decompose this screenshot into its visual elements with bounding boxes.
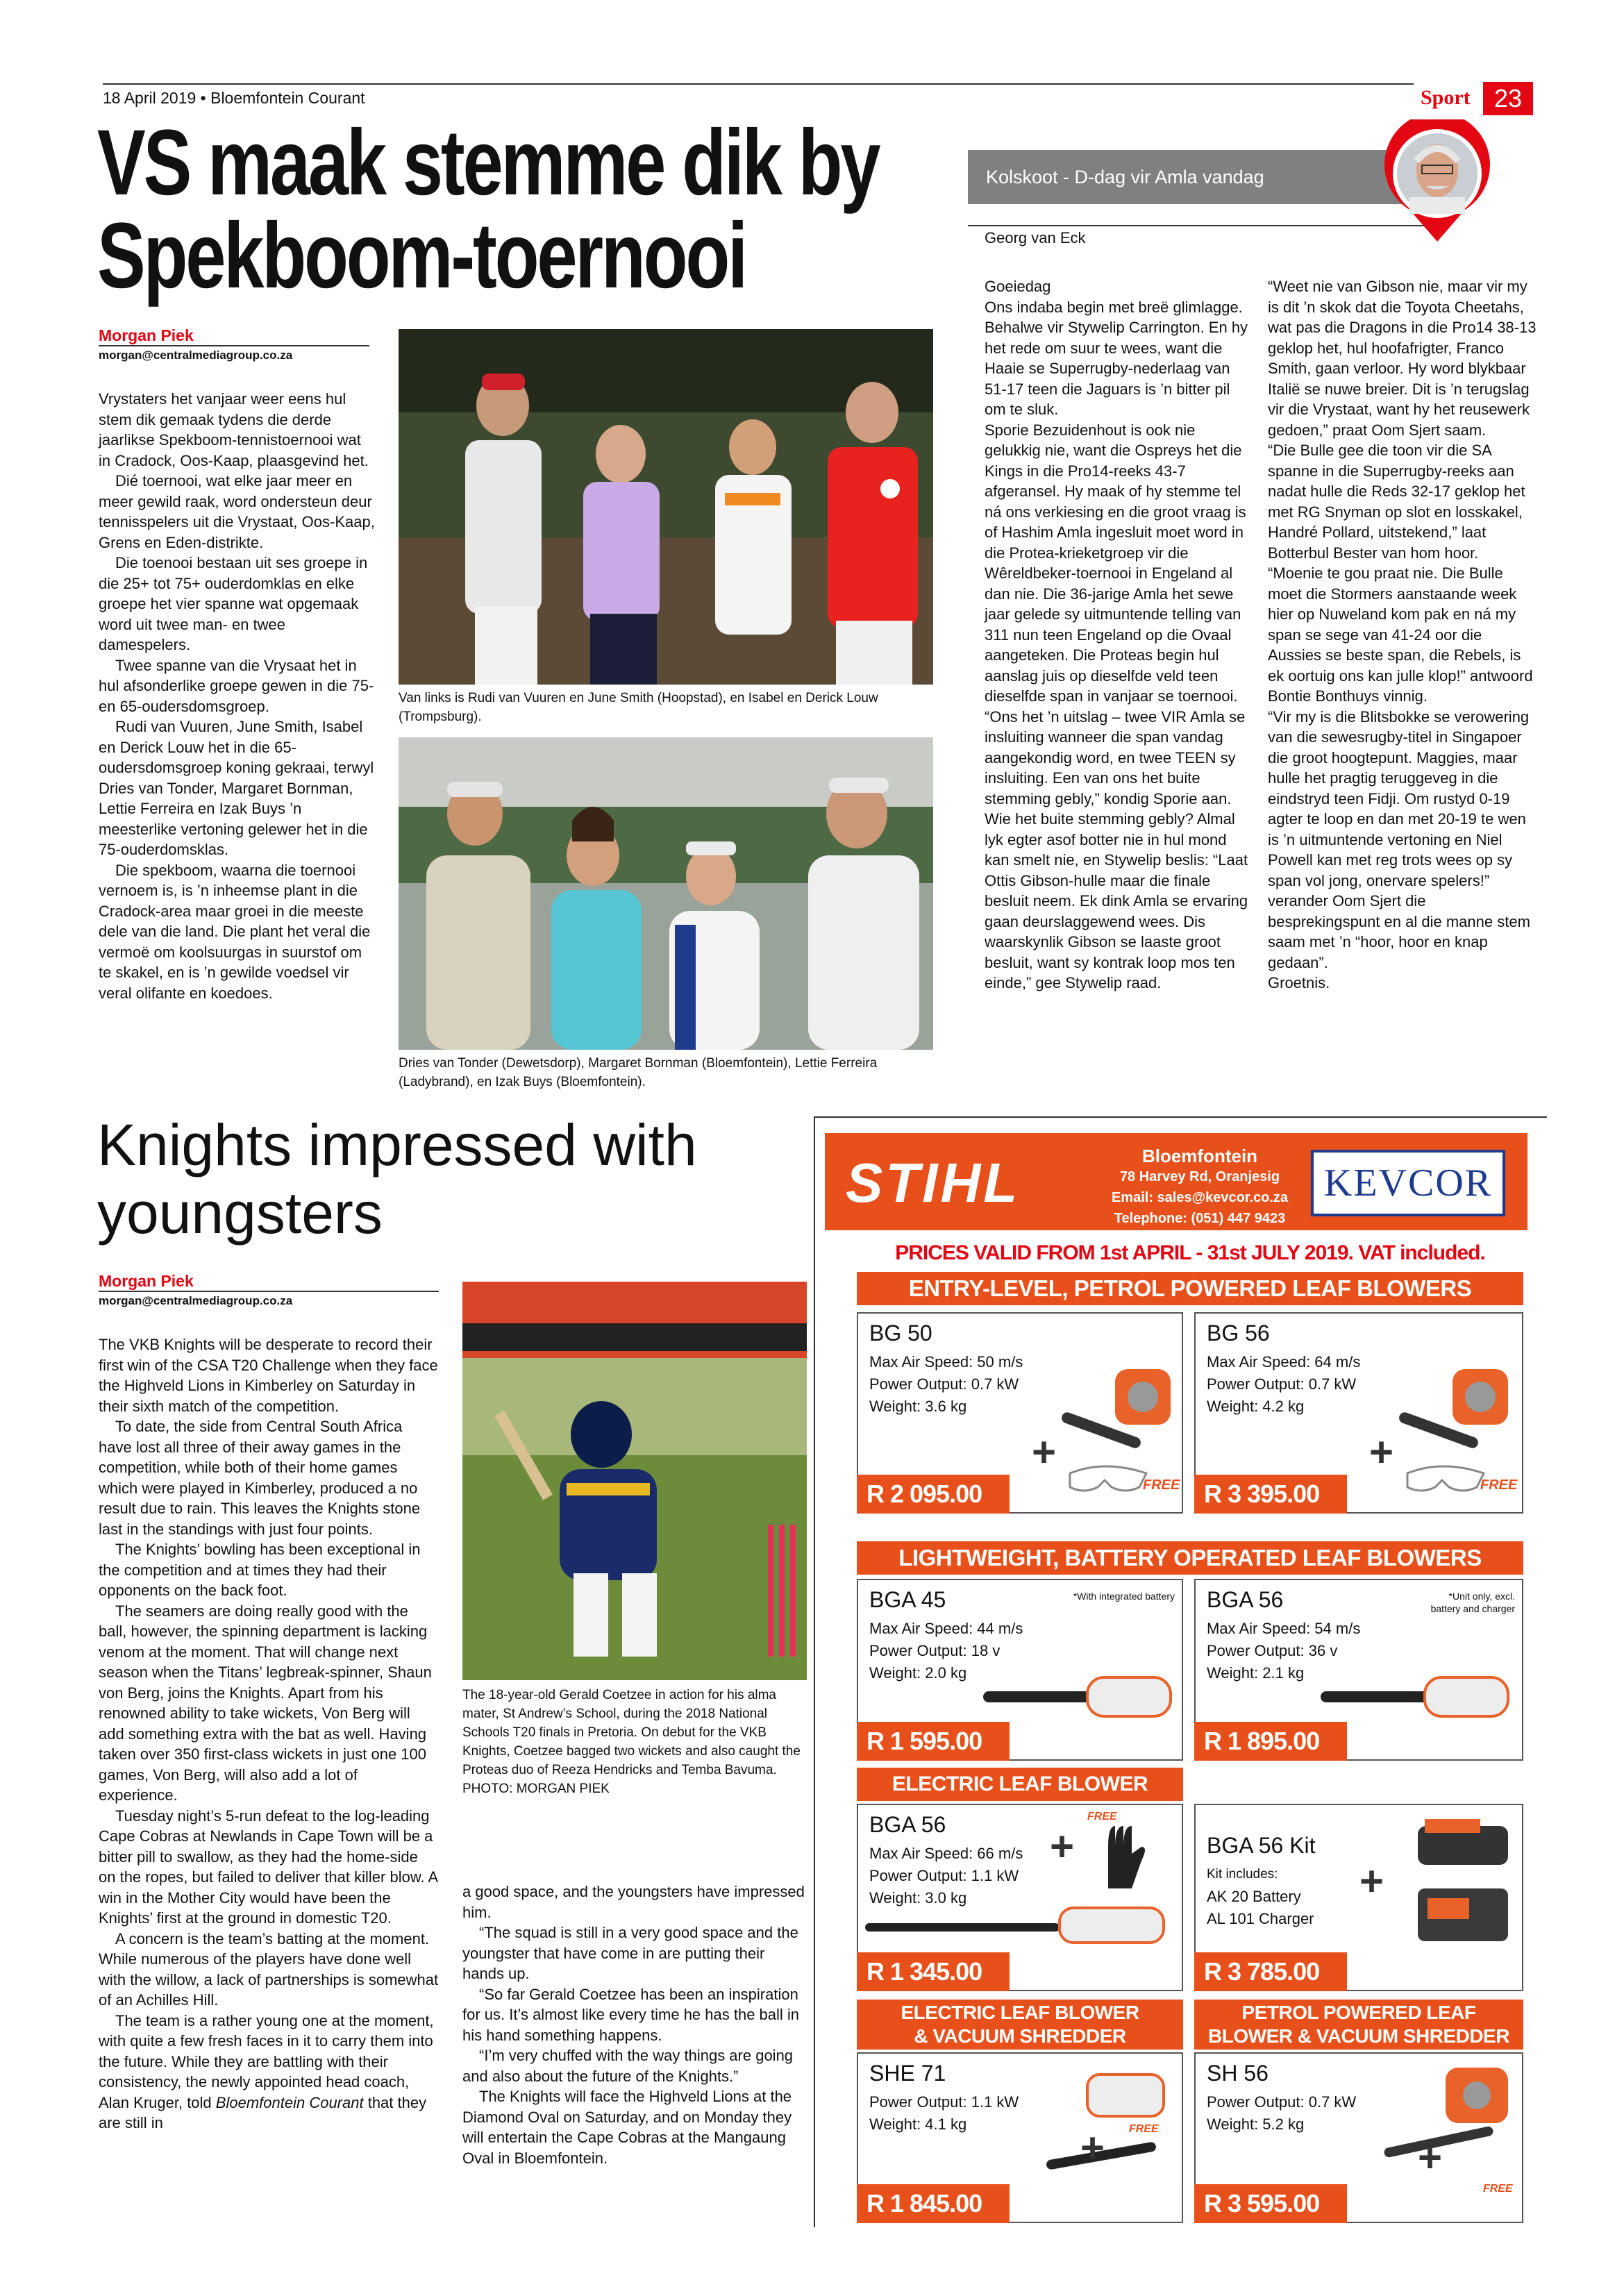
article1-email: morgan@centralmediagroup.co.za	[99, 349, 293, 362]
price-bg56: R 3 395.00	[1194, 1475, 1347, 1514]
bga45-blower-icon	[983, 1670, 1178, 1726]
free-label: FREE	[1483, 2183, 1513, 2195]
safety-glasses-icon	[1066, 1459, 1150, 1494]
article2-headline: Knights impressed with youngsters	[97, 1112, 697, 1246]
product-bga45: BGA 45 *With integrated battery Max Air Speed: 44 m/s Power Output: 18 v Weight: 2.0 kg R 1 595.00	[857, 1579, 1183, 1761]
price-validity: PRICES VALID FROM 1st APRIL - 31st JULY 2019. VAT included.	[895, 1241, 1485, 1264]
tennis-photo-2-caption: Dries van Tonder (Dewetsdorp), Margaret Bornman (Bloemfontein), Lettie Ferreira (Ladybrand), en Izak Buys (Bloemfontein).	[399, 1056, 878, 1089]
battery-charger-icon	[1404, 1819, 1515, 1944]
price-she71: R 1 845.00	[857, 2184, 1010, 2223]
column-text-right: “Weet nie van Gibson nie, maar vir my is dit ’n skok dat die Toyota Cheetahs, wat pas die Dragons in die Pro14 38-13 geklop het, hul hoofafrigter, Franco Smith, gaan verloor. Hy word blykbaar Italië se nuwe breier. Dit is ’n terugslag vir die Vrystaat, want hy het reusewerk gedoen,” praat Oom Sjert saam. “Die Bulle gee die toon vir die SA spanne in die Superrugby-reeks aan nadat hulle die Reds 32-17 geklop het met RG Snyman op slot en losskakel, Handré Pollard, uitstekend,” laat Botterbul Bester van hom hoor. “Moenie te gou praat nie. Die Bulle moet die Stormers aanstaande week hier op Nuweland kom pak en ná my span se sege van 41-24 oor die Aussies se beste span, die Rebels, is ek oortuig ons kan julle klop!” antwoord Bontie Bonthuys vinnig. “Vir my is die Blitsbokke se verowering van die sewesrugby-titel in Singapoer die groot hoogtepunt. Maggies, maar hulle het pragtig teruggeveg in die eindstryd teen Fidji. Om rustyd 0-19 agter te loop en dan met 20-19 te wen is ’n uitmuntende vertoning en Niel Powell kan met reg trots wees op sy span vol jong, onervare spelers!” verander Oom Sjert die besprekingspunt en al die manne stem saam met ’n “hoor, hoor en knap gedaan”. Groetnis.	[1268, 278, 1537, 991]
column-author: Georg van Eck	[985, 229, 1086, 246]
free-label: FREE	[1129, 2123, 1159, 2135]
free-label: FREE	[1480, 1477, 1518, 1493]
article1-body: Vrystaters het vanjaar weer eens hul stem dik gemaak tydens die derde jaarlikse Spekboom-tennistoernooi wat in Cradock, Oos-Kaap, plaasgevind het. Dié toernooi, wat elke jaar meer en meer gewild raak, word ondersteun deur tennisspelers uit die Vrystaat, Oos-Kaap, Grens en Eden-distrikte. Die toenooi bestaan uit ses groepe in die 25+ tot 75+ ouderdomklas en elke groepe het vier spanne wat opgemaak word uit twee man- en twee damespelers. Twee spanne van die Vrysaat het in hul afsonderlike groepe gewen in die 75- en 65-oudersdomsgroep. Rudi van Vuuren, June Smith, Isabel en Derick Louw het in die 65-oudersdomsgroep koning gekraai, terwyl Dries van Tonder, Margaret Bornman, Lettie Ferreira en Izak Buys ’n meesterlike vertoning gelewer het in die 75-ouderdomsklas. Die spekboom, waarna die toernooi vernoem is, is ’n inheemse plant in die Cradock-area maar groei in die meeste dele van die land. Die plant het veral die vermoë om koolsuurgas in suurstof om te skakel, en is ’n gewilde voedsel vir veral olifante en koedoes.	[99, 390, 375, 1002]
columnist-avatar-icon	[1382, 119, 1493, 244]
stihl-kevcor-advert	[814, 1116, 1547, 2227]
product-bga56-kit: BGA 56 Kit Kit includes: AK 20 Battery AL 101 Charger + R 3 785.00	[1194, 1804, 1523, 1991]
gloves-icon	[1094, 1819, 1157, 1888]
stihl-logo: STIHL	[846, 1152, 1021, 1214]
price-bg50: R 2 095.00	[857, 1475, 1010, 1514]
price-bga56: R 1 895.00	[1194, 1722, 1347, 1761]
section-petrol-blowers: ENTRY-LEVEL, PETROL POWERED LEAF BLOWERS	[857, 1272, 1523, 1305]
product-sh56: SH 56 Power Output: 0.7 kW Weight: 5.2 kg + FREE R 3 595.00	[1194, 2052, 1523, 2223]
free-label: FREE	[1087, 1811, 1117, 1822]
columnist-avatar	[1382, 119, 1493, 244]
section-battery-blowers: LIGHTWEIGHT, BATTERY OPERATED LEAF BLOWERS	[857, 1541, 1523, 1575]
section-petrol-shredder: PETROL POWERED LEAF BLOWER & VACUUM SHREDDER	[1194, 2000, 1523, 2050]
article2-body-left: The VKB Knights will be desperate to record their first win of the CSA T20 Challenge when they face the Highveld Lions in Kimberley on Saturday in their sixth match of the competition. To date, the side from Central South Africa have lost all three of their away games in the competition, while both of their home games which were played in Kimberley, produced a no result due to rain. This leaves the Knights stone last in the standings with just four points. The Knights’ bowling has been exceptional in the competition and at times they had their opponents on the back foot. The seamers are doing really good with the ball, however, the spinning department is lacking venom at the moment. That will change next season when the Titans’ legbreak-spinner, Shaun von Berg, joins the Knights. Apart from his renowned ability to take wickets, Von Berg will add something extra with the bat as well. Having taken over 350 first-class wickets in just one 100 games, Von Berg, will also add a lot of experience. Tuesday night’s 5-run defeat to the log-leading Cape Cobras at Newlands in Cape Town will be a bitter pill to swallow, as they had the home-side on the ropes, but failed to deliver that killer blow. A win in the Mother City would have been the Knights’ first at the ground in domestic T20. A concern is the team’s batting at the moment. While numerous of the players have done well with the willow, a lack of partnerships is somewhat of an Achilles Hill. The team is a rather young one at the moment, with quite a few fresh faces in it to carry them into the future. While they are battling with their consistency, the newly appointed head coach, Alan Kruger, told Bloemfontein Courant that they are still in	[99, 1336, 439, 2131]
column-rule	[968, 225, 1426, 226]
issue-date-paper: 18 April 2019 • Bloemfontein Courant	[103, 89, 365, 107]
cricket-photo-image	[462, 1282, 807, 1680]
safety-glasses-icon	[1404, 1459, 1487, 1494]
article2-author: Morgan Piek	[99, 1272, 194, 1290]
tennis-photo-2	[399, 737, 933, 1050]
ad-header	[825, 1133, 1527, 1230]
product-she71: SHE 71 Power Output: 1.1 kW Weight: 4.1 kg + FREE R 1 845.00	[857, 2052, 1183, 2223]
price-bga45: R 1 595.00	[857, 1722, 1010, 1761]
plus-icon: +	[1359, 1858, 1384, 1904]
plus-icon: +	[1080, 2125, 1105, 2171]
product-bg56: BG 56 Max Air Speed: 64 m/s Power Output: 0.7 kW Weight: 4.2 kg + FREE R 3 395.00	[1194, 1312, 1523, 1514]
product-bga56: BGA 56 *Unit only, excl. battery and charger Max Air Speed: 54 m/s Power Output: 36 v Weight: 2.1 kg R 1 895.00	[1194, 1579, 1523, 1761]
product-bg50: BG 50 Max Air Speed: 50 m/s Power Output: 0.7 kW Weight: 3.6 kg + FREE R 2 095.00	[857, 1312, 1183, 1514]
electric-blower-icon	[865, 1902, 1178, 1951]
plus-icon: +	[1050, 1823, 1075, 1870]
tennis-photo-1	[399, 329, 933, 685]
header-rule	[103, 83, 1414, 85]
dealer-contact: Bloemfontein 78 Harvey Rd, Oranjesig Email: sales@kevcor.co.za Telephone: (051) 447 9423	[1111, 1146, 1289, 1226]
tennis-photo-1-caption: Van links is Rudi van Vuuren en June Smith (Hoopstad), en Isabel en Derick Louw (Trompsburg).	[399, 691, 878, 724]
article2-email: morgan@centralmediagroup.co.za	[99, 1294, 293, 1307]
page-number: 23	[1483, 82, 1533, 115]
tennis-photo-2-image	[399, 737, 933, 1050]
column-title-bar: Kolskoot - D-dag vir Amla vandag	[968, 150, 1426, 204]
section-electric-blower: ELECTRIC LEAF BLOWER	[857, 1768, 1183, 1801]
plus-icon: +	[1032, 1429, 1057, 1475]
article2-body-right: a good space, and the youngsters have impressed him. “The squad is still in a very good space and the youngster that have come in are putting their hands up. “So far Gerald Coetzee has been an inspiration for us. It’s almost like every time he has the ball in his hand something happens. “I’m very chuffed with the way things are going and also about the future of the Knights.” The Knights will face the Highveld Lions at the Diamond Oval on Saturday, and on Monday they will entertain the Cape Cobras at the Mangaung Oval in Bloemfontein.	[462, 1883, 805, 2167]
product-electric-bga56: BGA 56 Max Air Speed: 66 m/s Power Output: 1.1 kW Weight: 3.0 kg + FREE R 1 345.00	[857, 1804, 1183, 1991]
free-label: FREE	[1143, 1477, 1180, 1493]
section-electric-shredder: ELECTRIC LEAF BLOWER & VACUUM SHREDDER	[857, 2000, 1183, 2050]
column-text-left: Goeiedag Ons indaba begin met breë glimlagge. Behalwe vir Stywelip Carrington. En hy het rede om suur te wees, want die Haaie se Superrugby-nederlaag van 51-17 teen die Jaguars is ’n bitter pil om te sluk. Sporie Bezuidenhout is ook nie gelukkig nie, want die Ospreys het die Kings in die Pro14-reeks 43-7 afgeransel. Hy maak of hy stemme tel ná ons verkiesing en die groot vraag is of Hashim Amla ingesluit moet word in die Protea-krieketgroep vir die Wêreldbeker-toernooi in Engeland al dan nie. Die 36-jarige Amla het sewe jaar gelede sy uitmuntende telling van 311 nun teen Engeland op die Ovaal aangeteken. Die Proteas begin hul aanslag juis op dieselfde veld teen dieselfde span in vanjaar se toernooi. “Ons het ’n uitslag – twee VIR Amla se insluiting wanneer die span vandag aangekondig word, en twee TEEN sy insluiting. Een van ons het buite stemming gebly,” kondig Sporie aan. Wie het buite stemming gebly? Almal lyk egter asof botter nie in hul mond kan smelt nie, en Stywelip beslis: “Laat Ottis Gibson-hulle maar die finale besluit neem. Ek dink Amla se ervaring gaan deurslaggewend wees. Dis waarskynlik Gibson se laaste groot besluit, want sy kontrak loop mos ten einde,” gee Stywelip raad.	[985, 278, 1248, 991]
she71-shredder-icon	[1046, 2061, 1178, 2179]
price-bga56-kit: R 3 785.00	[1194, 1952, 1347, 1991]
article1-byline-rule	[99, 345, 369, 346]
plus-icon: +	[1369, 1429, 1394, 1475]
bga56-blower-icon	[1321, 1670, 1515, 1726]
tennis-photo-1-image	[399, 329, 933, 685]
article1-headline: VS maak stemme dik by Spekboom-toernooi	[97, 111, 879, 308]
sh56-shredder-icon	[1383, 2061, 1515, 2179]
price-sh56: R 3 595.00	[1194, 2184, 1347, 2223]
cricket-photo-caption: The 18-year-old Gerald Coetzee in action for his alma mater, St Andrew’s School, during the 2018 National Schools T20 finals in Pretoria. On debut for the VKB Knights, Coetzee bagged two wickets and also caught the Proteas duo of Reeza Hendricks and Temba Bavuma. PHOTO: MORGAN PIEK	[462, 1688, 801, 1796]
plus-icon: +	[1418, 2134, 1443, 2181]
kevcor-logo: KEVCOR	[1311, 1150, 1505, 1216]
article2-byline-rule	[99, 1291, 439, 1292]
price-electric-bga56: R 1 345.00	[857, 1952, 1010, 1991]
cricket-photo	[462, 1282, 807, 1680]
article1-author: Morgan Piek	[99, 326, 194, 344]
section-label: Sport	[1421, 86, 1471, 109]
